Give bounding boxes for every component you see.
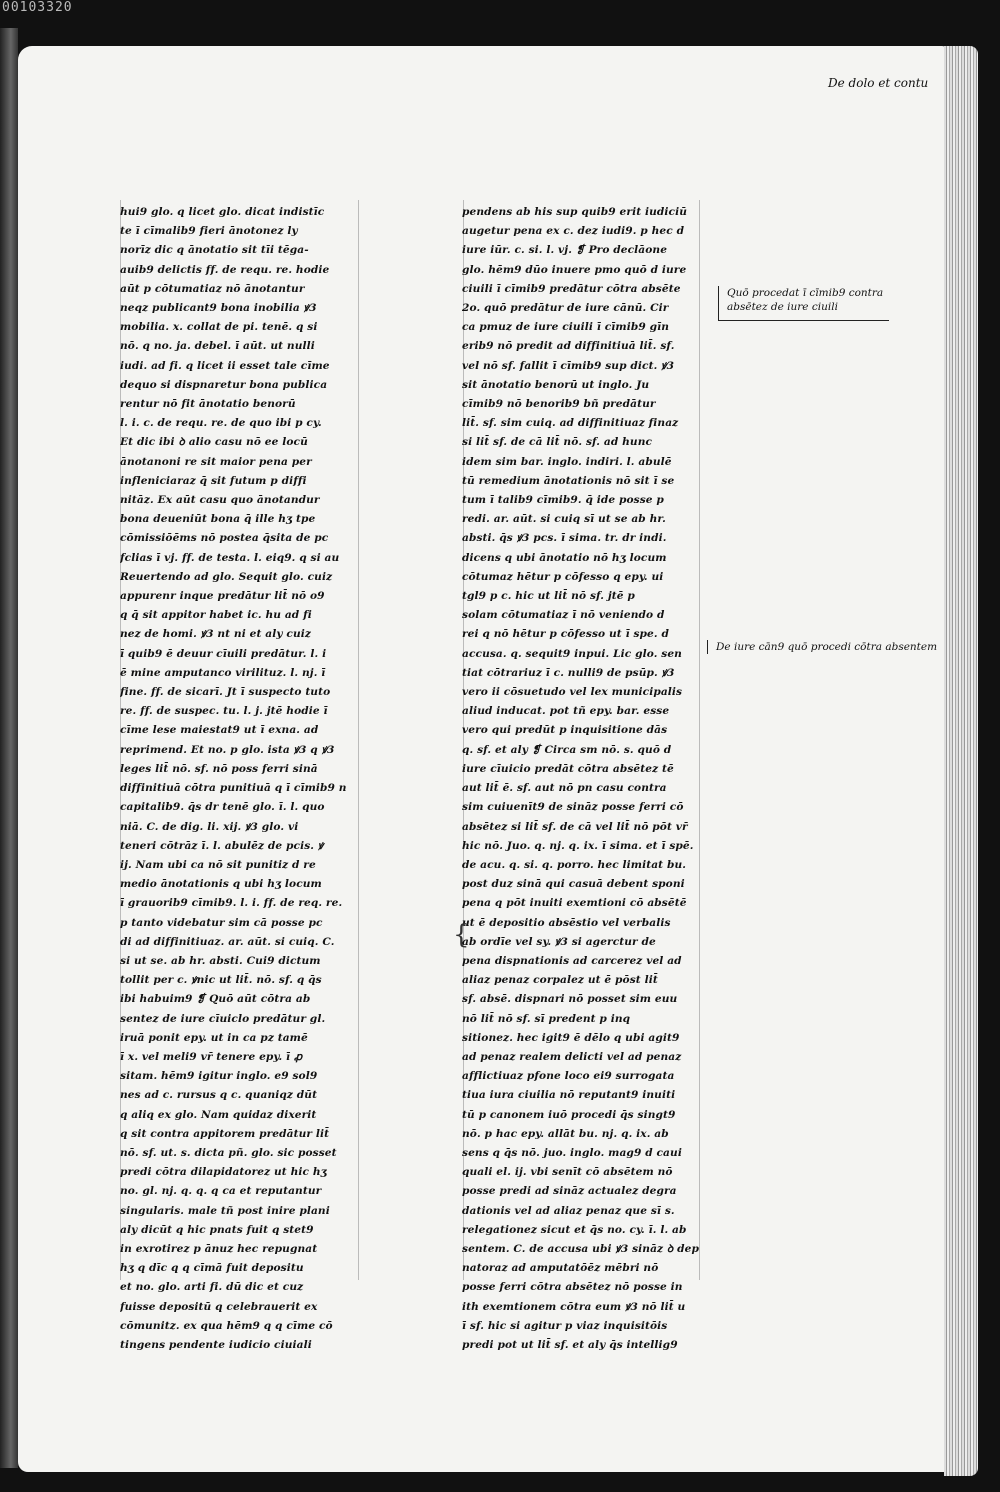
running-head: De dolo et contu bbox=[828, 76, 929, 90]
text-line: p tanto videbatur sim cā posse pc bbox=[120, 916, 323, 929]
text-line: leges lit̄ nō. sf. nō poss ferri sinā bbox=[120, 762, 318, 775]
text-line: fuisse depositū q celebrauerit ex bbox=[120, 1300, 318, 1313]
text-line: cīme lese maiestat9 ut ī exna. ad bbox=[120, 724, 319, 737]
text-line: cōmunitz. ex qua hēm9 q q cīme cō bbox=[120, 1319, 333, 1332]
text-line: nitāz. Ex aūt casu quo ānotandur bbox=[120, 494, 320, 507]
text-line: no. gl. nj. q. q. q ca et reputantur bbox=[120, 1185, 322, 1198]
text-line: norīz dic q ānotatio sit tīi tēga- bbox=[120, 244, 309, 257]
text-line: hic nō. Juo. q. nj. q. ix. ī sima. et ī spē. bbox=[462, 839, 694, 852]
text-line: q sit contra appitorem predātur lit̄ bbox=[120, 1127, 330, 1140]
book-spine-edge bbox=[0, 28, 18, 1468]
text-line: relegationez sicut et q̄s no. cy. ī. l. ab bbox=[462, 1223, 687, 1236]
brace-mark: { bbox=[453, 920, 470, 950]
text-line: nō. sf. ut. s. dicta pñ. glo. sic posset bbox=[120, 1146, 337, 1159]
text-line: tū p canonem iuō procedi q̄s singt9 bbox=[462, 1108, 676, 1121]
text-line: tgl9 p c. hic ut lit̄ nō sf. jtē p bbox=[462, 590, 635, 603]
text-line: appurenr inque predātur lit̄ nō o9 bbox=[120, 590, 325, 603]
text-line: cīmib9 nō benorib9 bñ predātur bbox=[462, 398, 656, 411]
text-line: sit ānotatio benorū ut inglo. Ju bbox=[462, 378, 650, 391]
text-line: ī grauorib9 cīmib9. l. i. ff. de req. re. bbox=[120, 897, 343, 910]
text-line: in exrotirez p ānuz hec repugnat bbox=[120, 1242, 318, 1255]
text-line: aly dicūt q hic pnats fuit q stet9 bbox=[120, 1223, 314, 1236]
text-line: pena dispnationis ad carcerez vel ad bbox=[462, 954, 682, 967]
text-line: ī x. vel meli9 vr̄ tenere epy. ī ꝓ bbox=[120, 1050, 303, 1063]
text-line: ī quib9 ē deuur cīuili predātur. l. i bbox=[120, 647, 327, 660]
text-line: neqz publicant9 bona inobilia ꝟ3 bbox=[120, 302, 317, 315]
marginal-note-1: Quō procedat ī cīmib9 contra absētez de iure ciuili bbox=[718, 286, 889, 321]
text-line: ānotanoni re sit maior pena per bbox=[120, 455, 312, 468]
text-line: iruā ponit epy. ut in ca pz tamē bbox=[120, 1031, 308, 1044]
text-line: sentem. C. de accusa ubi ꝟ3 sināz ꝺ dep bbox=[462, 1242, 700, 1255]
text-line: niā. C. de dig. li. xij. ꝟ3 glo. vi bbox=[120, 820, 299, 833]
text-line: vel nō sf. fallit ī cīmib9 sup dict. ꝟ3 bbox=[462, 359, 675, 372]
text-line: vero qui predūt p inquisitione dās bbox=[462, 724, 668, 737]
text-line: capitalib9. q̄s dr tenē glo. ī. l. quo bbox=[120, 801, 325, 814]
text-line: et no. glo. arti fi. dū dic et cuz bbox=[120, 1281, 304, 1294]
text-line: teneri cōtrāz ī. l. abulēz de pcis. ꝟ bbox=[120, 839, 324, 852]
corner-label: 00103320 bbox=[2, 0, 73, 15]
text-line: ciuili ī cīmib9 predātur cōtra absēte bbox=[462, 282, 681, 295]
text-line: quali el. ij. vbi senīt cō absētem nō bbox=[462, 1166, 673, 1179]
text-line: augetur pena ex c. dez iudi9. p hec d bbox=[462, 225, 685, 238]
text-line: posse predi ad sināz actualez degra bbox=[462, 1185, 677, 1198]
page-fore-edge bbox=[944, 46, 978, 1476]
text-column-left bbox=[120, 203, 372, 1355]
text-line: dequo si dispnaretur bona publica bbox=[120, 378, 328, 391]
text-line: nes ad c. rursus q c. quaniqz dūt bbox=[120, 1089, 318, 1102]
text-line: l. i. c. de requ. re. de quo ibi p cy. bbox=[120, 417, 322, 430]
text-line: di ad diffinitiuaz. ar. aūt. si cuiq. C. bbox=[120, 935, 335, 948]
text-line: tingens pendente iudicio ciuiali bbox=[120, 1338, 312, 1351]
text-line: accusa. q. sequit9 inpui. Lic glo. sen bbox=[462, 647, 682, 660]
text-line: nez de homi. ꝟ3 nt ni et aly cuiz bbox=[120, 628, 311, 641]
text-line: tum ī talib9 cīmib9. q̄ ide posse p bbox=[462, 494, 664, 507]
text-line: post duz sinā qui casuā debent sponi bbox=[462, 878, 685, 891]
text-line: idem sim bar. inglo. indiri. l. abulē bbox=[462, 455, 672, 468]
text-line: rentur nō fit ānotatio benorū bbox=[120, 398, 296, 411]
text-line: q aliq ex glo. Nam quidaz dixerit bbox=[120, 1108, 317, 1121]
text-line: sitam. hēm9 igitur inglo. e9 sol9 bbox=[120, 1070, 318, 1083]
text-line: ut ē depositio absēstio vel verbalis bbox=[462, 916, 671, 929]
text-line: tū remedium ānotationis nō sit ī se bbox=[462, 474, 675, 487]
text-line: medio ānotationis q ubi hʒ locum bbox=[120, 878, 322, 891]
text-line: 2o. quō predātur de iure cānū. Cir bbox=[462, 302, 669, 315]
text-line: absētez si lit̄ sf. de cā vel lit̄ nō pōt vr̄ bbox=[462, 820, 688, 833]
text-line: si lit̄ sf. de cā lit̄ nō. sf. ad hunc bbox=[462, 436, 653, 449]
text-line: sim cuiuenīt9 de sināz posse ferri cō bbox=[462, 801, 684, 814]
text-line: posse ferri cōtra absētez nō posse in bbox=[462, 1281, 683, 1294]
text-line: infleniciaraz q̄ sit futum p diffi bbox=[120, 474, 307, 487]
text-line: si ut se. ab hr. absti. Cui9 dictum bbox=[120, 954, 321, 967]
text-column-right bbox=[462, 203, 714, 1355]
text-line: reprimend. Et no. p glo. ista ꝟ3 q ꝟ3 bbox=[120, 743, 335, 756]
text-line: erib9 nō predit ad diffinitiuā lit̄. sf. bbox=[462, 340, 675, 353]
text-line: aliud inducat. pot tñ epy. bar. esse bbox=[462, 705, 670, 718]
text-line: q q̄ sit appitor habet ic. hu ad fi bbox=[120, 609, 312, 622]
text-line: vero ii cōsuetudo vel lex municipalis bbox=[462, 686, 683, 699]
text-line: mobilia. x. collat de pi. tenē. q si bbox=[120, 321, 318, 334]
text-line: hui9 glo. q licet glo. dicat indistīc bbox=[120, 206, 325, 218]
marginal-note-2: De iure cān9 quō procedi cōtra absentem bbox=[707, 640, 912, 654]
text-line: hʒ q dīc q q cīmā fuit depositu bbox=[120, 1262, 304, 1275]
text-line: dicens q ubi ānotatio nō hʒ locum bbox=[462, 551, 667, 564]
text-line: sens q q̄s nō. juo. inglo. mag9 d caui bbox=[462, 1146, 682, 1159]
text-line: bona deueniūt bona q̄ ille hʒ tpe bbox=[120, 513, 316, 526]
text-line: ad penaz realem delicti vel ad penaz bbox=[462, 1050, 682, 1063]
text-line: lit̄. sf. sim cuiq. ad diffinitiuaz finaz bbox=[462, 417, 679, 430]
text-line: Et dic ibi ꝺ alio casu nō ee locū bbox=[120, 436, 308, 449]
text-line: ab ordīe vel sy. ꝟ3 si agerctur de bbox=[462, 935, 656, 948]
text-line: glo. hēm9 dūo inuere pmo quō d iure bbox=[462, 263, 687, 276]
text-line: Reuertendo ad glo. Sequit glo. cuiz bbox=[120, 570, 333, 583]
text-line: q. sf. et aly ❡ Circa sm nō. s. quō d bbox=[462, 743, 672, 756]
text-line: ca pmuz de iure ciuili ī cīmib9 gīn bbox=[462, 321, 670, 334]
text-line: predi pot ut lit̄ sf. et aly q̄s intellig9 bbox=[462, 1338, 678, 1351]
text-line: ī sf. hic si agitur p viaz inquisitōis bbox=[462, 1319, 668, 1332]
text-line: natoraz ad amputatōēz mēbri nō bbox=[462, 1262, 659, 1275]
text-line: singularis. male tñ post inire plani bbox=[120, 1204, 330, 1217]
text-line: iudi. ad fi. q licet ii esset tale cīme bbox=[120, 359, 330, 372]
text-line: cōmissiōēms nō postea q̄sita de pc bbox=[120, 532, 329, 545]
text-line: fclias ī vj. ff. de testa. l. eiq9. q si au bbox=[120, 551, 340, 564]
text-line: dationis vel ad aliaz penaz que sī s. bbox=[462, 1204, 675, 1217]
text-line: ibi habuim9 ❡ Quō aūt cōtra ab bbox=[120, 993, 311, 1006]
text-line: aliaz penaz corpalez ut ē pōst lit̄ bbox=[462, 974, 658, 987]
text-line: ij. Nam ubi ca nō sit punitiz d re bbox=[120, 858, 316, 871]
text-line: pena q pōt inuiti exemtioni cō absētē bbox=[462, 897, 687, 910]
text-line: fine. ff. de sicarī. Jt ī suspecto tuto bbox=[120, 686, 331, 699]
text-line: nō lit̄ nō sf. sī predent p inq bbox=[462, 1012, 631, 1025]
text-line: te ī cīmalib9 fieri ānotonez ly bbox=[120, 225, 298, 238]
text-line: tiua iura ciuilia nō reputant9 inuiti bbox=[462, 1089, 676, 1102]
text-line: tiat cōtrariuz ī c. nulli9 de psūp. ꝟ3 bbox=[462, 666, 675, 679]
text-line: nō. p hac epy. allāt bu. nj. q. ix. ab bbox=[462, 1127, 669, 1140]
text-line: absti. q̄s ꝟ3 pcs. ī sima. tr. dr indi. bbox=[462, 532, 667, 545]
text-line: nō. q no. ja. debel. ī aūt. ut nulli bbox=[120, 340, 315, 353]
text-line: sitionez. hec igit9 ē dēlo q ubi agit9 bbox=[462, 1031, 680, 1044]
text-line: de acu. q. si. q. porro. hec limitat bu. bbox=[462, 858, 687, 871]
text-line: re. ff. de suspec. tu. l. j. jtē hodie ī bbox=[120, 705, 328, 718]
text-line: iure iūr. c. si. l. vj. ❡ Pro declāone bbox=[462, 244, 668, 257]
text-line: predi cōtra dilapidatorez ut hic hʒ bbox=[120, 1166, 327, 1179]
text-line: iure cīuicio predāt cōtra absētez tē bbox=[462, 762, 674, 775]
text-line: pendens ab his sup quib9 erit iudiciū bbox=[462, 206, 688, 218]
text-line: solam cōtumatiaz ī nō veniendo d bbox=[462, 609, 665, 622]
text-line: afflictiuaz pfone loco ei9 surrogata bbox=[462, 1070, 675, 1083]
text-line: tollit per c. ꝟnic ut lit̄. nō. sf. q q̄s bbox=[120, 974, 322, 987]
text-line: ē mine amputanco virilituz. l. nj. ī bbox=[120, 666, 326, 679]
text-line: sf. absē. dispnari nō posset sim euu bbox=[462, 993, 678, 1006]
text-line: ith exemtionem cōtra eum ꝟ3 nō lit̄ u bbox=[462, 1300, 686, 1313]
text-line: diffinitiuā cōtra punitiuā q ī cīmib9 n bbox=[120, 782, 347, 795]
text-line: cōtumaz hētur p cōfesso q epy. ui bbox=[462, 570, 664, 583]
text-line: aut lit̄ ē. sf. aut nō pn casu contra bbox=[462, 782, 667, 795]
text-line: aūt p cōtumatiaz nō ānotantur bbox=[120, 282, 305, 295]
text-line: sentez de iure cīuiclo predātur gl. bbox=[120, 1012, 326, 1025]
text-line: redi. ar. aūt. si cuiq sī ut se ab hr. bbox=[462, 513, 666, 526]
text-line: rei q nō hētur p cōfesso ut ī spe. d bbox=[462, 628, 669, 641]
text-line: auib9 delictis ff. de requ. re. hodie bbox=[120, 263, 330, 276]
